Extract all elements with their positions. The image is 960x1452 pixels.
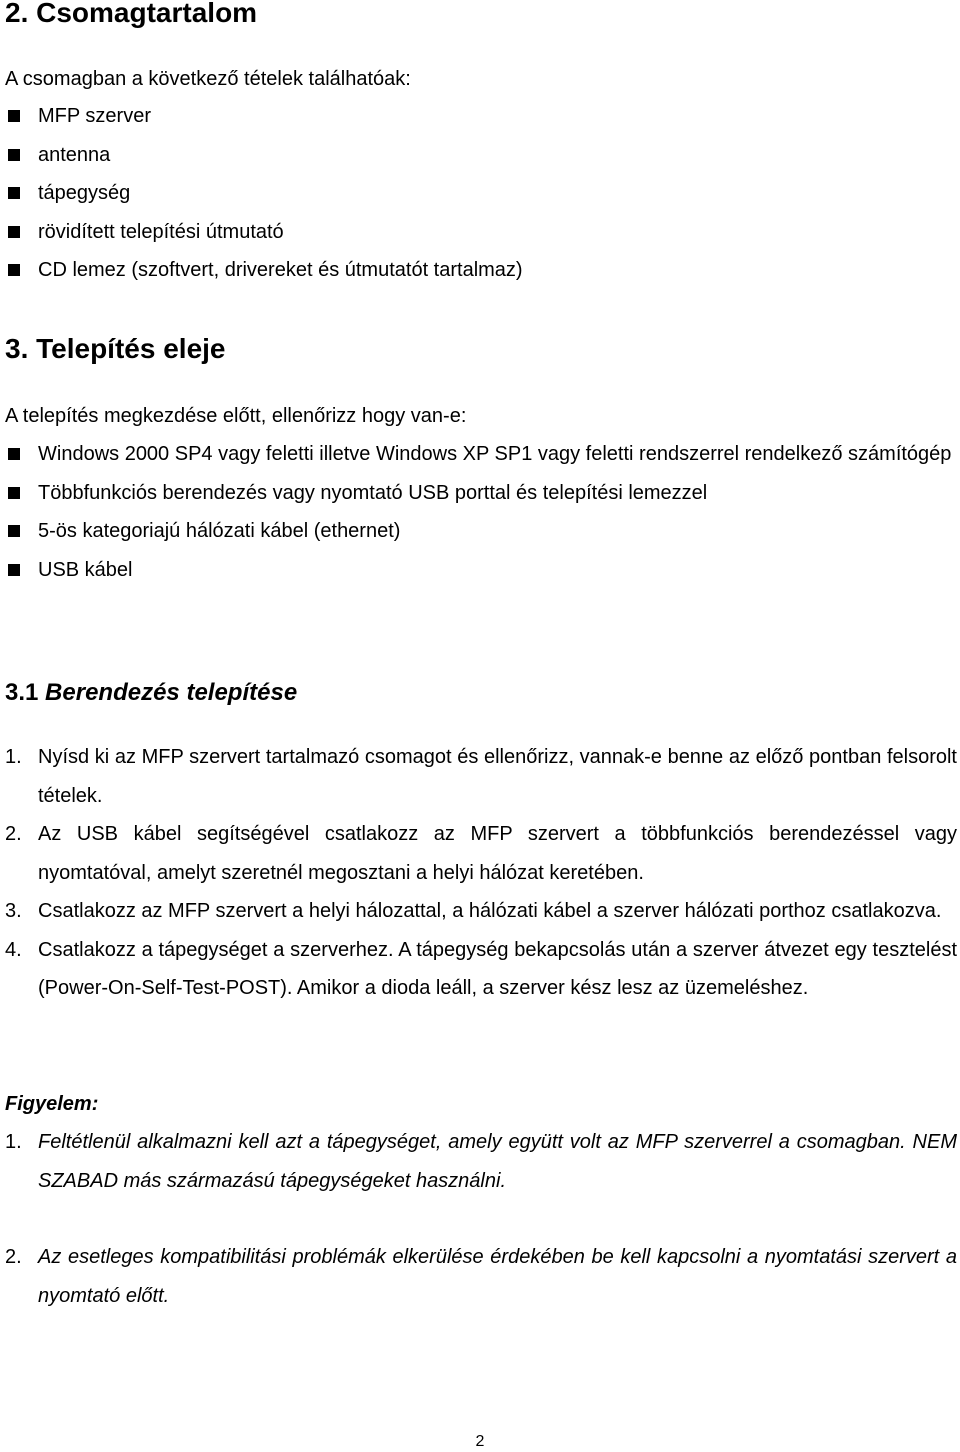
square-bullet-icon — [8, 226, 20, 238]
step-text: Nyísd ki az MFP szervert tartalmazó csomagot és ellenőrizz, vannak-e benne az előző pontban felsorolt tételek. — [38, 746, 957, 807]
square-bullet-icon — [8, 110, 20, 122]
prerequisites-list — [0, 435, 960, 589]
installation-steps-list — [0, 738, 960, 1008]
section-3-intro: A telepítés megkezdése előtt, ellenőrizz hogy van-e: — [5, 405, 467, 427]
step-number: 3. — [5, 900, 22, 922]
step-text: Csatlakozz az MFP szervert a helyi hálozattal, a hálózati kábel a szerver hálózati porthoz csatlakozva. — [38, 900, 942, 922]
warning-heading: Figyelem: — [5, 1093, 99, 1115]
section-3-1-heading — [5, 679, 297, 707]
warning-number: 2. — [5, 1246, 22, 1268]
warning-text: Feltétlenül alkalmazni kell azt a tápegységet, amely együtt volt az MFP szerverrel a csomagban. NEM SZABAD más származású tápegységeket használni. — [38, 1131, 957, 1192]
section-2-heading: 2. Csomagtartalom — [5, 0, 258, 28]
list-item — [0, 892, 960, 931]
step-text: Az USB kábel segítségével csatlakozz az MFP szervert a többfunkciós berendezéssel vagy nyomtatóval, amelyt szeretnél megosztani a helyi hálózat keretében. — [38, 823, 957, 884]
step-number: 4. — [5, 938, 22, 961]
square-bullet-icon — [8, 149, 20, 161]
section-2-intro: A csomagban a következő tételek találhatóak: — [5, 68, 411, 90]
square-bullet-icon — [8, 564, 20, 576]
square-bullet-icon — [8, 487, 20, 499]
warning-item — [0, 1238, 960, 1315]
section-number: 3.1 — [5, 679, 39, 706]
square-bullet-icon — [8, 525, 20, 537]
step-text: Csatlakozz a tápegységet a szerverhez. A tápegység bekapcsolás után a szerver átvezet egy tesztelést (Power-On-Self-Test-POST). Amikor a dioda leáll, a szerver kész lesz az üzemeléshez. — [38, 938, 957, 999]
page-number: 2 — [475, 1433, 485, 1450]
step-number: 1. — [5, 746, 22, 768]
list-item: tápegység — [0, 174, 960, 213]
list-item: USB kábel — [0, 551, 960, 590]
list-item: 5-ös kategoriajú hálózati kábel (ethernet) — [0, 512, 960, 551]
list-item: MFP szerver — [0, 97, 960, 136]
warning-text: Az esetleges kompatibilitási problémák elkerülése érdekében be kell kapcsolni a nyomtatási szervert a nyomtató előtt. — [38, 1246, 957, 1307]
section-title: Berendezés telepítése — [45, 679, 298, 706]
square-bullet-icon — [8, 187, 20, 199]
warning-number: 1. — [5, 1131, 22, 1153]
step-number: 2. — [5, 823, 22, 845]
square-bullet-icon — [8, 264, 20, 276]
warning-item — [0, 1123, 960, 1200]
list-item — [0, 931, 960, 1008]
list-item — [0, 815, 960, 892]
list-item: antenna — [0, 136, 960, 175]
section-3-heading: 3. Telepítés eleje — [5, 333, 226, 364]
list-item: Többfunkciós berendezés vagy nyomtató USB porttal és telepítési lemezzel — [0, 474, 960, 513]
list-item: Windows 2000 SP4 vagy feletti illetve Windows XP SP1 vagy feletti rendszerrel rendelkező számítógép — [0, 435, 960, 474]
package-contents-list — [0, 97, 960, 290]
list-item: CD lemez (szoftvert, drivereket és útmutatót tartalmaz) — [0, 251, 960, 290]
list-item — [0, 738, 960, 815]
list-item: rövidített telepítési útmutató — [0, 213, 960, 252]
square-bullet-icon — [8, 448, 20, 460]
